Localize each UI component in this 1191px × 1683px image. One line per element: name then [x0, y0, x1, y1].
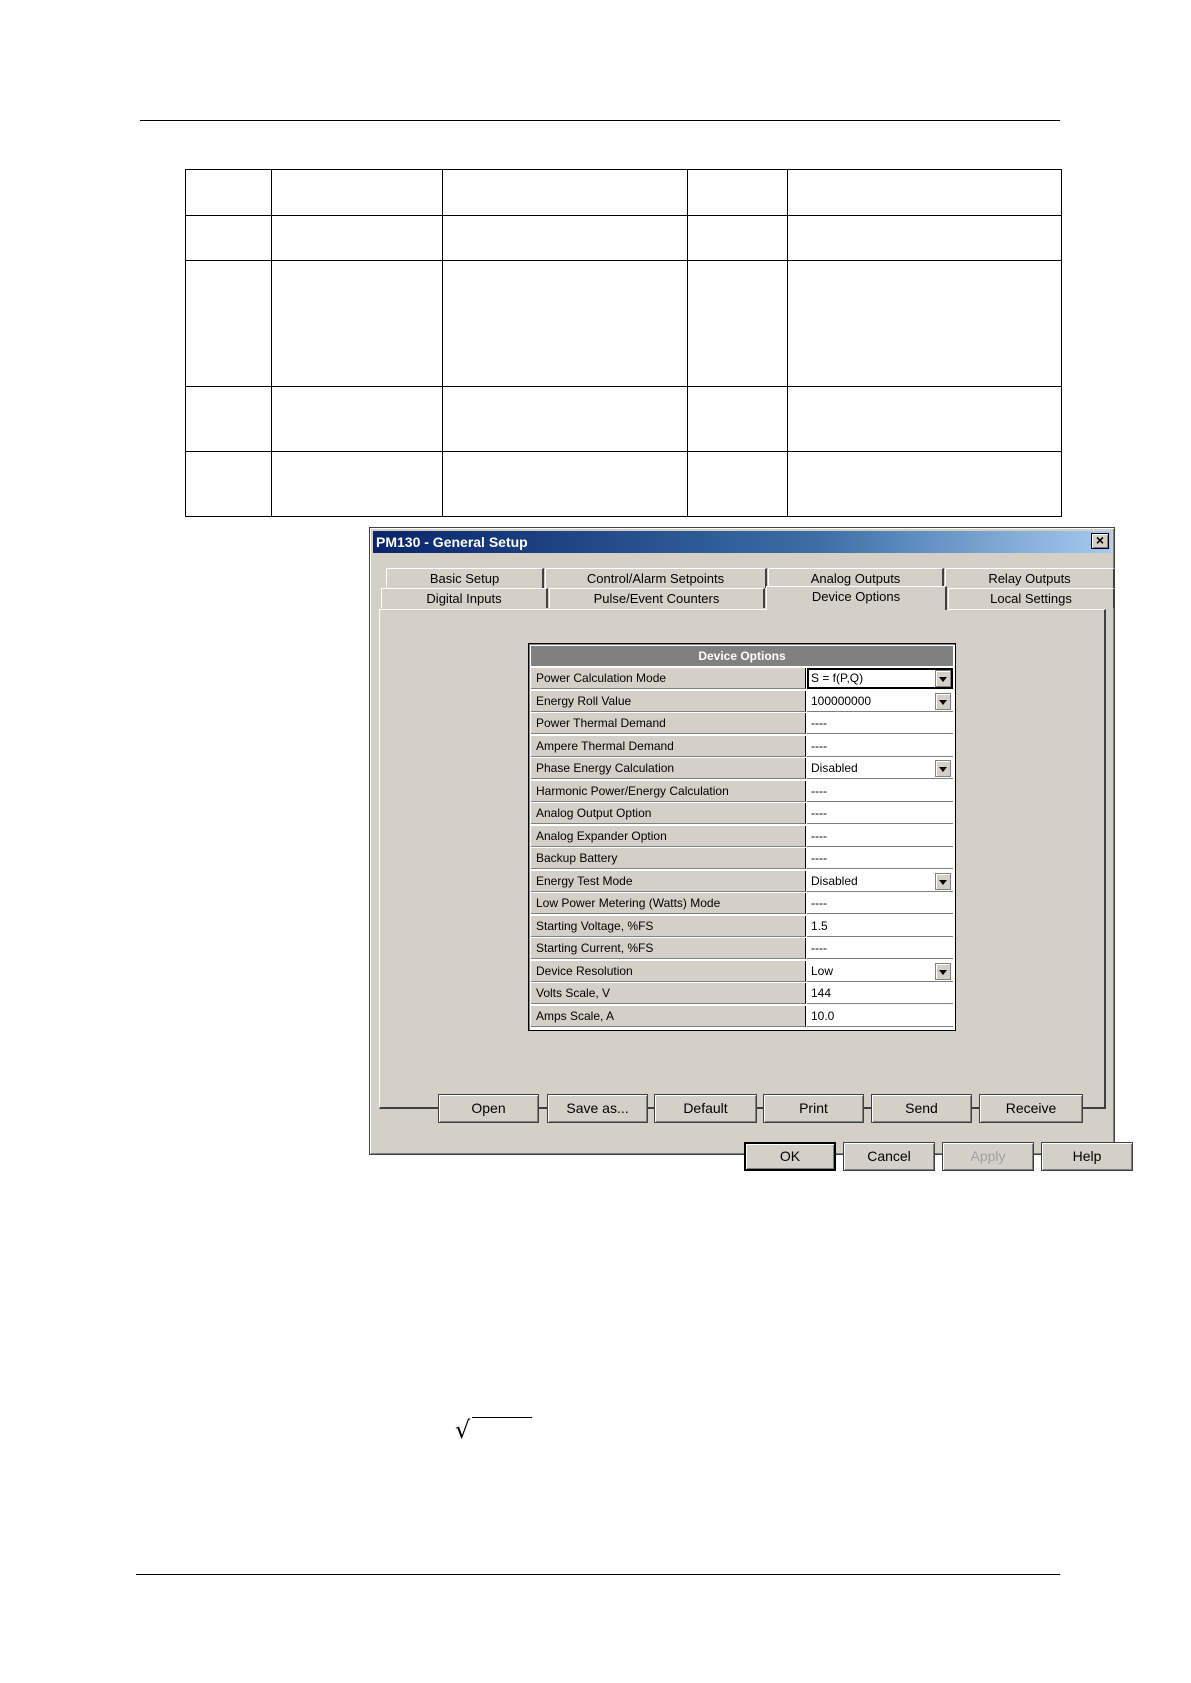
grid-row-value-text: ----: [811, 829, 827, 843]
grid-row-value[interactable]: [807, 893, 953, 914]
open-button[interactable]: Open: [438, 1094, 539, 1123]
grid-row-label: Device Resolution: [531, 961, 806, 982]
table-row: [186, 170, 1062, 216]
grid-row-value[interactable]: [807, 736, 953, 757]
grid-row-value-text: ----: [811, 739, 827, 753]
grid-row-label: Analog Expander Option: [531, 826, 806, 847]
table-row: [186, 261, 1062, 387]
grid-row-select[interactable]: [807, 691, 953, 712]
grid-header: Device Options: [531, 646, 953, 666]
chevron-down-icon[interactable]: [935, 693, 951, 710]
grid-row-label: Power Thermal Demand: [531, 713, 806, 734]
grid-row-label: Low Power Metering (Watts) Mode: [531, 893, 806, 914]
grid-row-value-text: ----: [811, 851, 827, 865]
grid-row-value-text: ----: [811, 806, 827, 820]
grid-row-value[interactable]: [807, 983, 953, 1004]
send-button[interactable]: Send: [871, 1094, 972, 1123]
save-as-button[interactable]: Save as...: [547, 1094, 648, 1123]
tab-digital-inputs[interactable]: Digital Inputs: [381, 588, 548, 608]
grid-row-value[interactable]: [807, 826, 953, 847]
help-button[interactable]: Help: [1041, 1142, 1133, 1171]
grid-row-label: Energy Test Mode: [531, 871, 806, 892]
square-root-sign: √: [455, 1416, 471, 1444]
square-root-bar: [472, 1417, 532, 1418]
grid-row-label: Volts Scale, V: [531, 983, 806, 1004]
tab-control-alarm-setpoints[interactable]: Control/Alarm Setpoints: [545, 568, 767, 588]
grid-row-label: Analog Output Option: [531, 803, 806, 824]
footer-rule: [136, 1574, 1060, 1575]
grid-row-value-text: S = f(P,Q): [811, 671, 864, 685]
grid-row: [531, 848, 953, 870]
grid-row: [531, 961, 953, 983]
dialog-title: PM130 - General Setup: [376, 534, 528, 550]
grid-row-value-text: ----: [811, 716, 827, 730]
grid-row-value-text: Low: [811, 964, 834, 978]
chevron-down-icon[interactable]: [935, 760, 951, 777]
grid-row-value[interactable]: [807, 803, 953, 824]
tab-relay-outputs[interactable]: Relay Outputs: [945, 568, 1115, 588]
grid-row-value[interactable]: [807, 848, 953, 869]
grid-row-label: Ampere Thermal Demand: [531, 736, 806, 757]
grid-row-value-text: ----: [811, 896, 827, 910]
receive-button[interactable]: Receive: [979, 1094, 1083, 1123]
tab-pulse-event-counters[interactable]: Pulse/Event Counters: [549, 588, 765, 608]
grid-row-label: Energy Roll Value: [531, 691, 806, 712]
grid-row-value-text: Disabled: [811, 874, 858, 888]
grid-row-value[interactable]: [807, 1006, 953, 1027]
grid-row: [531, 893, 953, 915]
grid-row: [531, 781, 953, 803]
grid-row-select[interactable]: [807, 758, 953, 779]
grid-row-value-text: Disabled: [811, 761, 858, 775]
ok-button[interactable]: OK: [744, 1142, 836, 1171]
grid-row-label: Power Calculation Mode: [531, 668, 806, 689]
chevron-down-icon[interactable]: [935, 963, 951, 980]
grid-row-label: Amps Scale, A: [531, 1006, 806, 1027]
grid-row-value-text: ----: [811, 941, 827, 955]
table-row: [186, 452, 1062, 517]
grid-row: [531, 826, 953, 848]
chevron-down-icon[interactable]: [935, 670, 951, 687]
grid-row-value-text: 144: [811, 986, 832, 1000]
grid-row-label: Starting Current, %FS: [531, 938, 806, 959]
grid-row-value-text: ----: [811, 784, 827, 798]
grid-row-label: Phase Energy Calculation: [531, 758, 806, 779]
grid-row: [531, 871, 953, 893]
close-icon: ×: [1095, 532, 1105, 548]
tab-device-options[interactable]: Device Options: [766, 586, 947, 610]
grid-row-value-text: 10.0: [811, 1009, 835, 1023]
grid-row: [531, 983, 953, 1005]
close-button[interactable]: [1091, 533, 1109, 549]
grid-row: [531, 803, 953, 825]
grid-row-select[interactable]: [807, 668, 953, 689]
apply-button[interactable]: Apply: [942, 1142, 1034, 1171]
document-table: [185, 169, 1062, 517]
grid-row-value[interactable]: [807, 938, 953, 959]
grid-row-label: Backup Battery: [531, 848, 806, 869]
grid-row-value[interactable]: [807, 781, 953, 802]
tab-analog-outputs[interactable]: Analog Outputs: [768, 568, 944, 588]
grid-row: [531, 758, 953, 780]
cancel-button[interactable]: Cancel: [843, 1142, 935, 1171]
grid-row-value-text: 100000000: [811, 694, 872, 708]
grid-row: [531, 736, 953, 758]
grid-row-value[interactable]: [807, 713, 953, 734]
tab-basic-setup[interactable]: Basic Setup: [386, 568, 544, 588]
grid-row-value[interactable]: [807, 916, 953, 937]
grid-row-label: Harmonic Power/Energy Calculation: [531, 781, 806, 802]
table-row: [186, 216, 1062, 261]
grid-row: [531, 1006, 953, 1028]
grid-row-select[interactable]: [807, 871, 953, 892]
device-options-grid: [528, 643, 956, 1031]
default-button[interactable]: Default: [654, 1094, 757, 1123]
print-button[interactable]: Print: [763, 1094, 864, 1123]
header-rule: [140, 120, 1060, 121]
grid-row: [531, 691, 953, 713]
grid-row: [531, 938, 953, 960]
title-bar[interactable]: [373, 531, 1111, 553]
grid-row: [531, 916, 953, 938]
grid-row: [531, 713, 953, 735]
chevron-down-icon[interactable]: [935, 873, 951, 890]
grid-row-select[interactable]: [807, 961, 953, 982]
tab-local-settings[interactable]: Local Settings: [948, 588, 1115, 608]
grid-row-label: Starting Voltage, %FS: [531, 916, 806, 937]
grid-row: [531, 668, 953, 690]
table-row: [186, 387, 1062, 452]
grid-row-value-text: 1.5: [811, 919, 828, 933]
